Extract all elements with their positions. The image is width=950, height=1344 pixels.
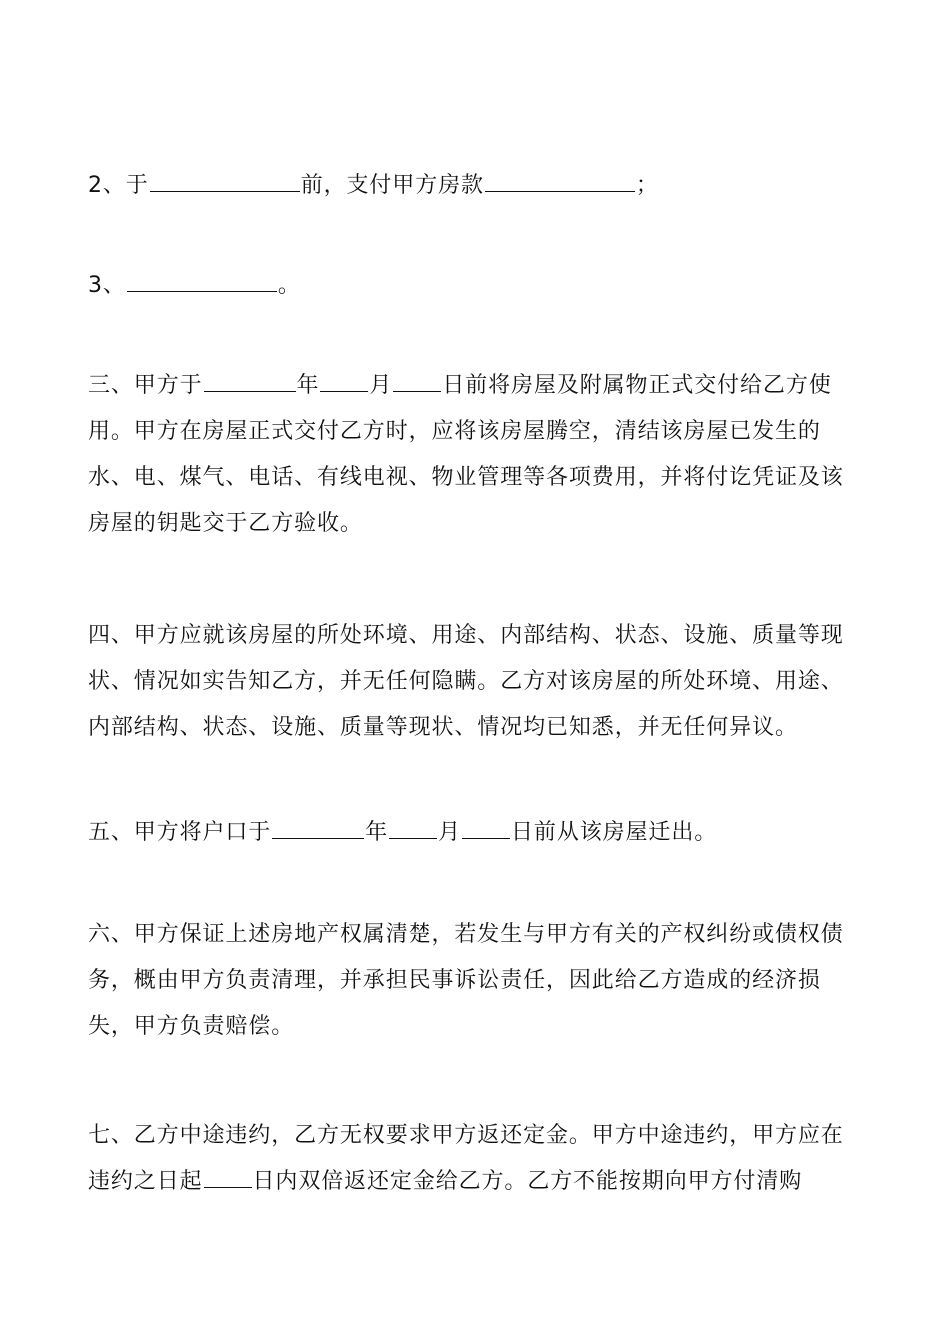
clause-qi-rest: 日内双倍返还定金给乙方。乙方不能按期向甲方付清购 [252,1169,803,1194]
year-blank [204,371,296,392]
clause-wu-prefix: 五、甲方将户口于 [88,820,272,845]
year-label: 年 [296,373,320,398]
day-blank [462,818,510,839]
clause-3-prefix: 3、 [88,273,126,298]
month-blank [389,818,437,839]
clause-san-rest: 日前将房屋及附属物正式交付给乙方使用。甲方在房屋正式交付乙方时，应将该房屋腾空，清结该房屋已发生的水、电、煤气、电话、有线电视、物业管理等各项费用，并将付讫凭证及该房屋的钥匙交于乙方验收。 [88,373,844,536]
clause-3 [88,263,864,309]
year-blank [272,818,364,839]
clause-si [88,613,864,751]
month-label: 月 [369,373,393,398]
clause-si-text: 四、甲方应就该房屋的所处环境、用途、内部结构、状态、设施、质量等现状、情况如实告知乙方，并无任何隐瞒。乙方对该房屋的所处环境、用途、内部结构、状态、设施、质量等现状、情况均已知悉，并无任何异议。 [88,623,844,740]
clause-wu-rest: 日前从该房屋迁出。 [511,820,718,845]
date-blank [150,171,300,192]
clause-liu-text: 六、甲方保证上述房地产权属清楚，若发生与甲方有关的产权纠纷或债权债务，概由甲方负责清理，并承担民事诉讼责任，因此给乙方造成的经济损失，甲方负责赔偿。 [88,922,844,1039]
month-label: 月 [438,820,462,845]
clause-san-prefix: 三、甲方于 [88,373,203,398]
clause-qi-prefix: 七、乙方中途违约，乙方无权要求甲方返还定金。甲方中途违约，甲方应在违约之日起 [88,1123,844,1194]
year-label: 年 [365,820,389,845]
day-blank [393,371,441,392]
clause-san [88,363,864,547]
clause-2 [88,163,864,209]
clause-2-prefix: 2、于 [88,173,149,198]
amount-blank [485,171,635,192]
clause-wu [88,810,864,856]
month-blank [320,371,368,392]
clause-3-blank [127,271,277,292]
clause-qi [88,1113,864,1205]
clause-3-suffix: 。 [277,273,301,298]
clause-liu [88,912,864,1050]
days-blank [204,1167,252,1188]
clause-2-suffix: ； [635,173,659,198]
clause-2-middle: 前，支付甲方房款 [300,173,484,198]
